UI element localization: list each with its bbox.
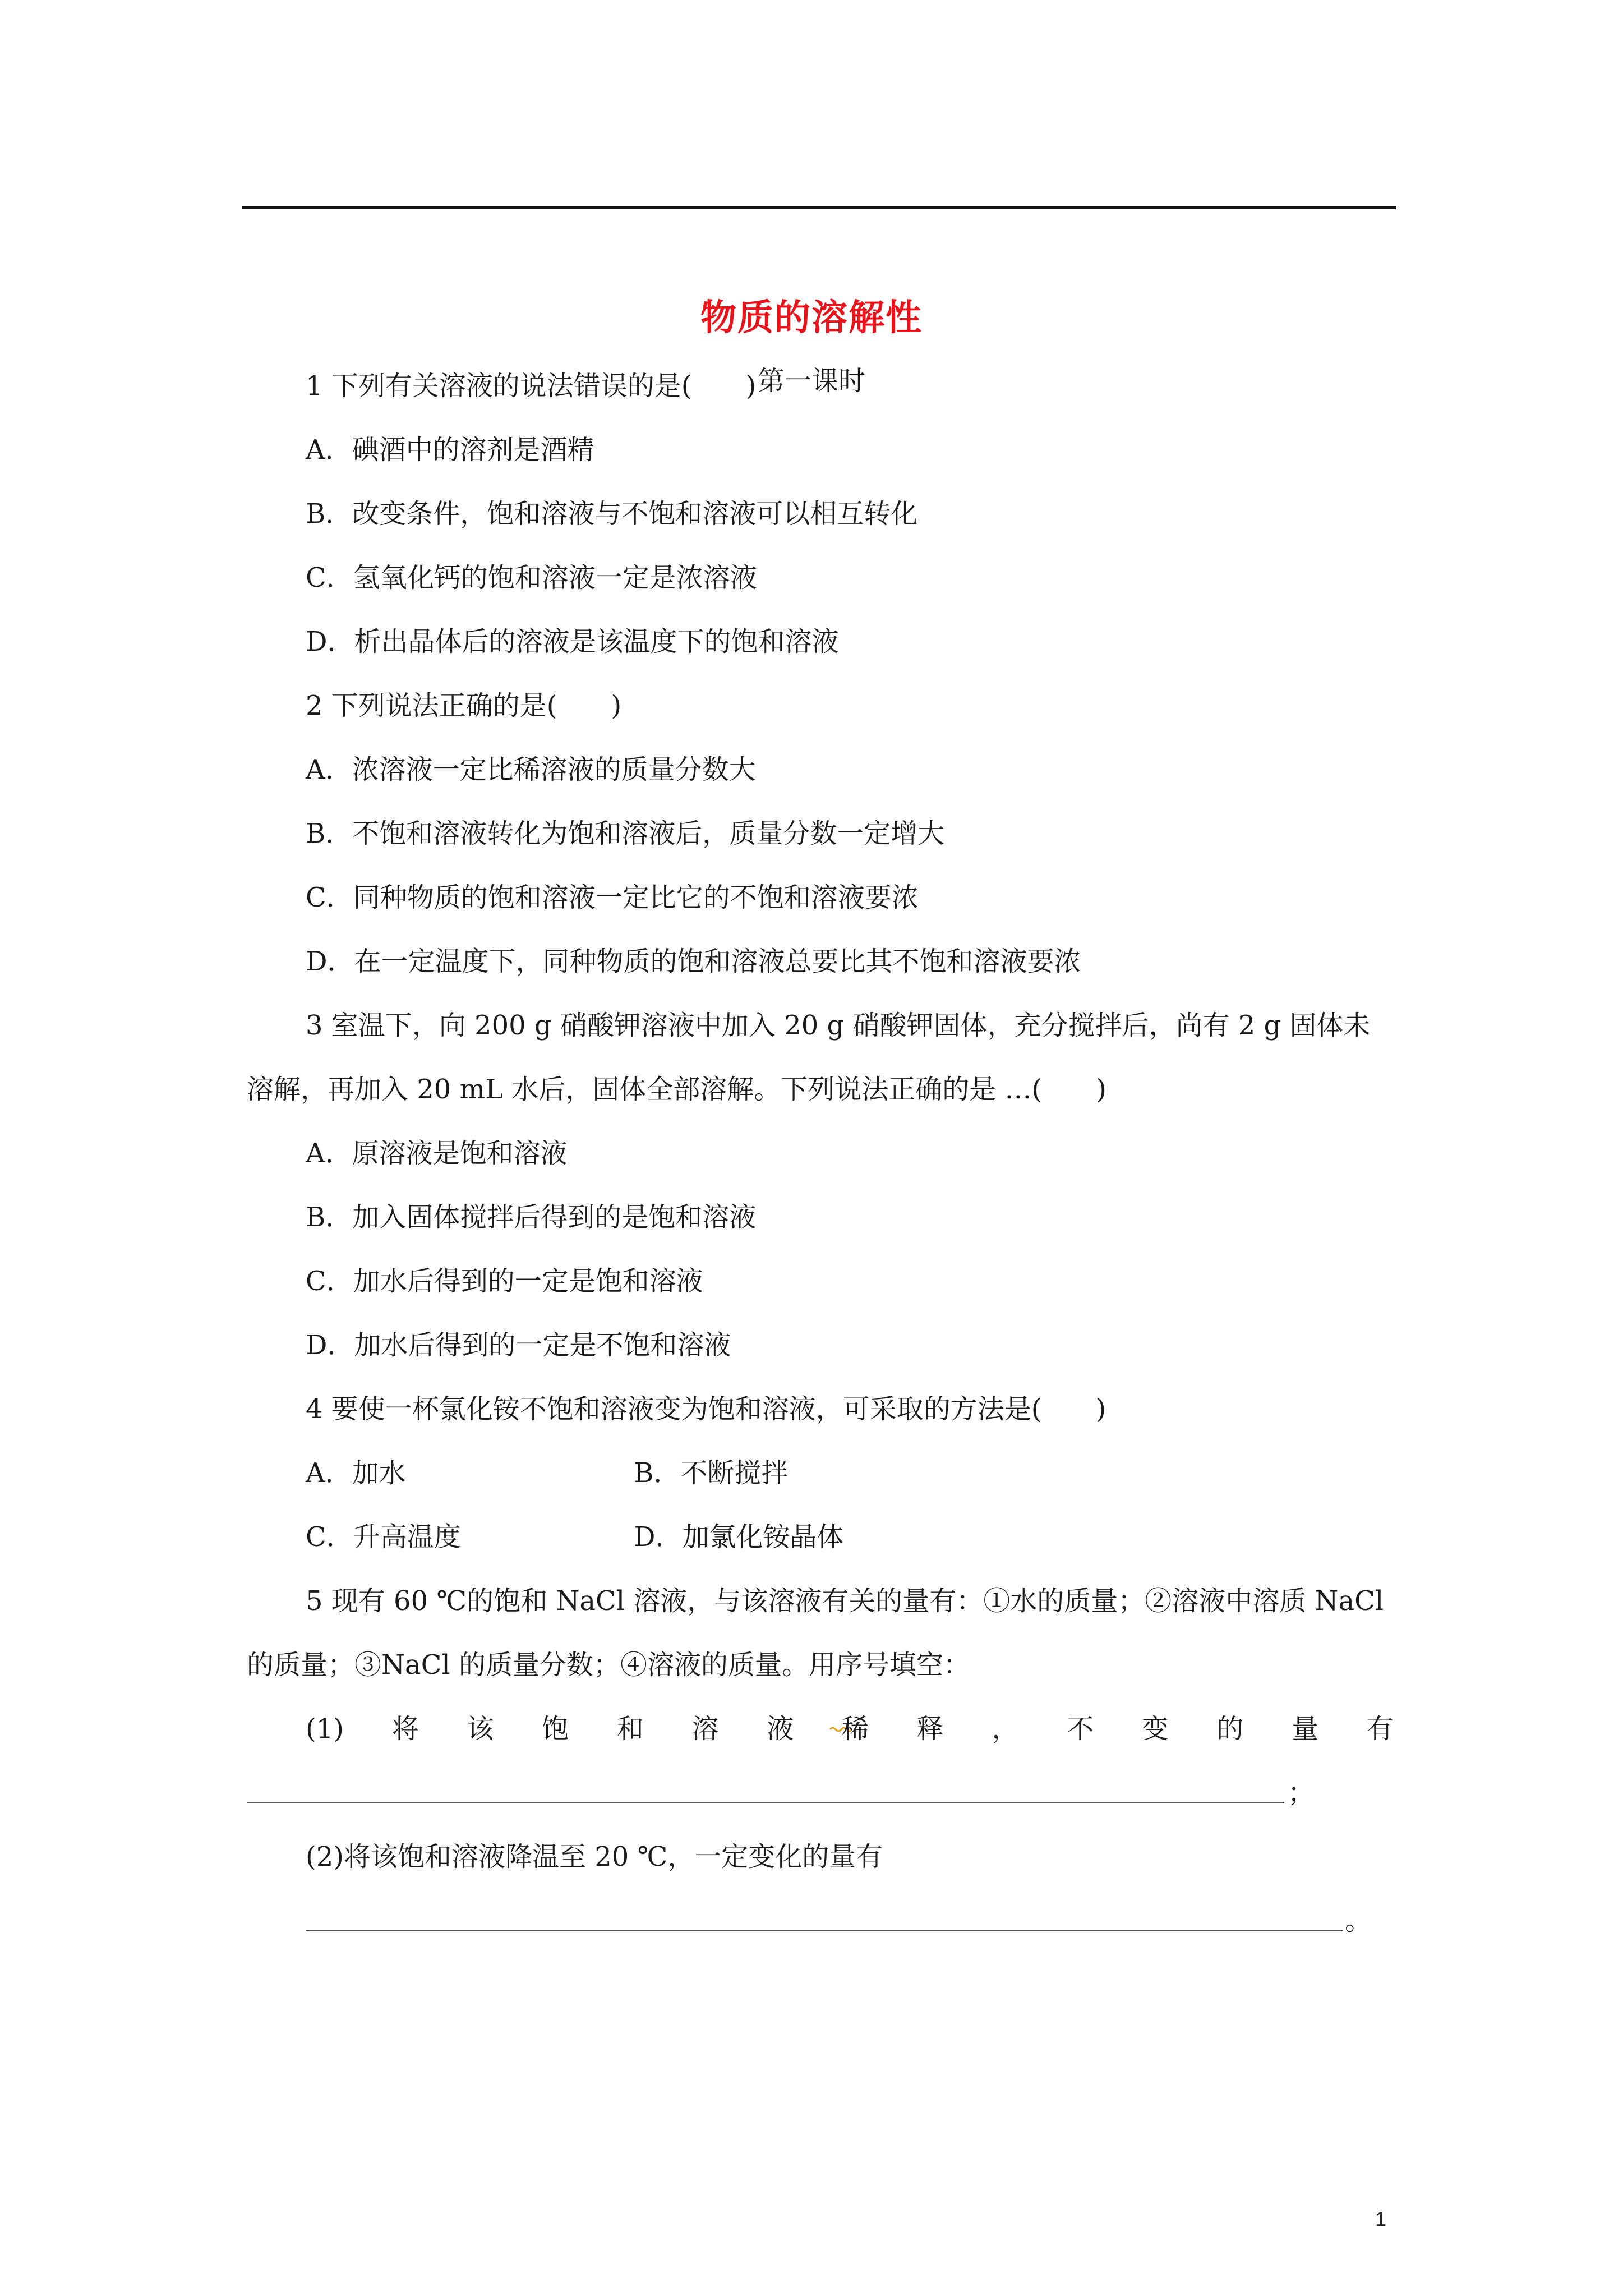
sub1-token: 变: [1141, 1713, 1169, 1745]
header-rule: [242, 206, 1396, 209]
question-3-stem-line-2: 溶解，再加入 20 mL 水后，固体全部溶解。下列说法正确的是 …( ): [247, 1074, 1106, 1105]
sub1-token: 该: [467, 1713, 494, 1745]
sub1-token: 量: [1292, 1713, 1319, 1745]
sub1-token: 的: [1216, 1713, 1244, 1745]
answer-blank-1[interactable]: [247, 1802, 1284, 1803]
question-5-subquestion-1: [306, 1712, 1394, 1746]
question-4-option-d: D．加氯化铵晶体: [634, 1521, 844, 1553]
question-3-option-d: D．加水后得到的一定是不饱和溶液: [306, 1329, 731, 1361]
lesson-subtitle: 第一课时: [757, 365, 865, 397]
page-number: 1: [1375, 2207, 1387, 2230]
question-2-option-a: A．浓溶液一定比稀溶液的质量分数大: [306, 754, 756, 785]
question-2-option-d: D．在一定温度下，同种物质的饱和溶液总要比其不饱和溶液要浓: [306, 946, 1081, 977]
question-5-stem-line-2: 的质量；③NaCl 的质量分数；④溶液的质量。用序号填空：: [247, 1649, 970, 1681]
sub1-token: ，: [992, 1713, 1019, 1745]
question-1-option-a: A．碘酒中的溶剂是酒精: [306, 434, 594, 466]
question-2-stem: 2 下列说法正确的是( ): [306, 690, 622, 721]
question-5-stem-line-1: 5 现有 60 ℃的饱和 NaCl 溶液，与该溶液有关的量有：①水的质量；②溶液中溶质 NaCl: [306, 1585, 1384, 1617]
sub1-token: 不: [1067, 1713, 1094, 1745]
question-4-option-b: B．不断搅拌: [634, 1457, 789, 1489]
sub1-token: 有: [1366, 1713, 1394, 1745]
answer-blank-2[interactable]: [306, 1930, 1343, 1931]
question-3-option-c: C．加水后得到的一定是饱和溶液: [306, 1266, 703, 1297]
page-title: 物质的溶解性: [700, 297, 923, 339]
question-4-stem: 4 要使一杯氯化铵不饱和溶液变为饱和溶液，可采取的方法是( ): [306, 1393, 1106, 1425]
question-1-option-c: C．氢氧化钙的饱和溶液一定是浓溶液: [306, 562, 757, 593]
question-4-option-a: A．加水: [306, 1457, 406, 1489]
question-3-option-b: B．加入固体搅拌后得到的是饱和溶液: [306, 1202, 757, 1233]
question-4-option-c: C．升高温度: [306, 1521, 461, 1553]
question-1-option-b: B．改变条件，饱和溶液与不饱和溶液可以相互转化: [306, 498, 918, 530]
sub1-token: 释: [916, 1713, 944, 1745]
sub1-token: 饱: [542, 1713, 569, 1745]
sub1-token: 将: [391, 1713, 419, 1745]
sub1-token: (1): [306, 1713, 344, 1745]
sub1-token: 溶: [691, 1713, 719, 1745]
question-3-stem-line-1: 3 室温下，向 200 g 硝酸钾溶液中加入 20 g 硝酸钾固体，充分搅拌后，尚有 2 g 固体未: [306, 1010, 1371, 1041]
question-5-subquestion-2: (2)将该饱和溶液降温至 20 ℃，一定变化的量有: [306, 1841, 883, 1872]
question-3-option-a: A．原溶液是饱和溶液: [306, 1138, 568, 1169]
sub1-token: 液: [767, 1713, 794, 1745]
question-2-option-c: C．同种物质的饱和溶液一定比它的不饱和溶液要浓: [306, 882, 919, 913]
answer-blank-2-end: 。: [1345, 1905, 1372, 1936]
answer-blank-1-end: ；: [1288, 1777, 1315, 1809]
question-1-option-d: D．析出晶体后的溶液是该温度下的饱和溶液: [306, 626, 839, 657]
sub1-token: 稀: [841, 1713, 869, 1745]
sub1-token: 和: [616, 1713, 644, 1745]
question-2-option-b: B．不饱和溶液转化为饱和溶液后，质量分数一定增大: [306, 818, 945, 849]
question-1-stem: 1 下列有关溶液的说法错误的是( ): [306, 370, 757, 402]
